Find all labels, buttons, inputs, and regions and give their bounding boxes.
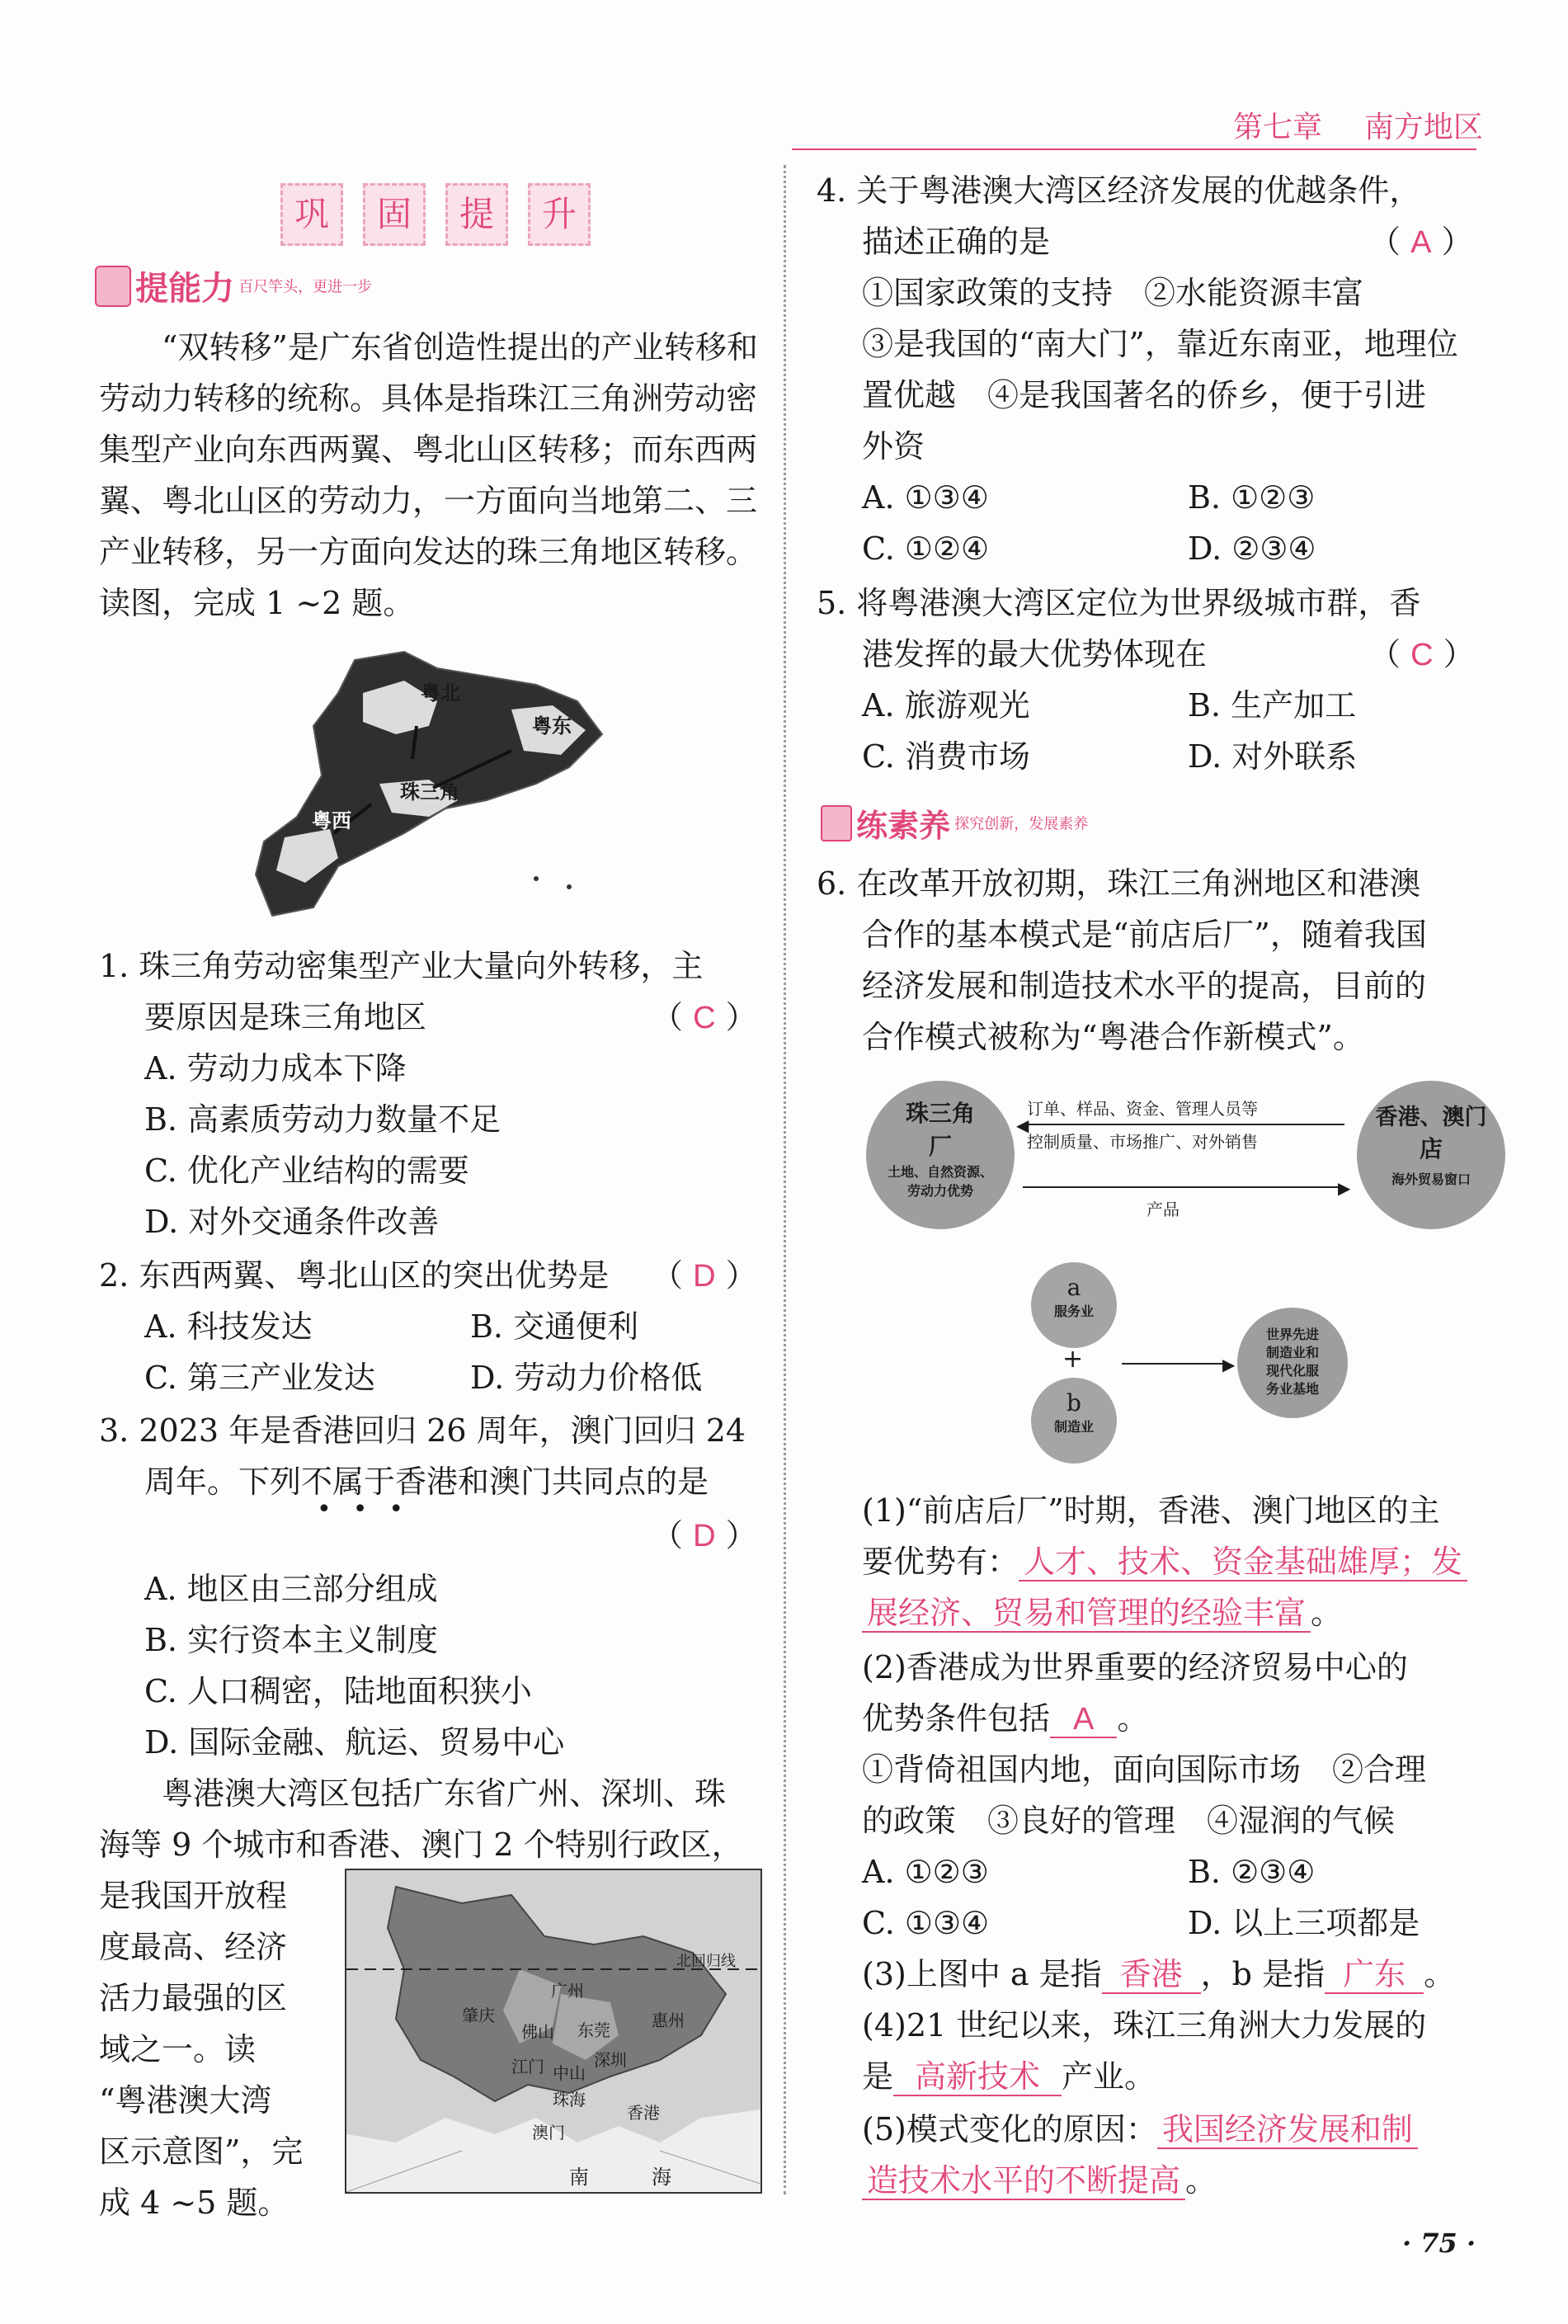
- q2-option: B. 交通便利: [470, 1308, 639, 1345]
- arrow-right: [1023, 1186, 1344, 1188]
- map-label: 粤西: [312, 809, 351, 832]
- circle-note: 劳动力优势: [906, 1183, 973, 1199]
- badge-ability: [95, 262, 372, 309]
- result-line: 世界先进: [1265, 1327, 1319, 1342]
- column-divider: [784, 165, 786, 2194]
- q4-answer: （ A ）: [1369, 224, 1473, 260]
- q2-option: A. 科技发达: [144, 1308, 313, 1345]
- sub5-prefix: (5)模式变化的原因：: [862, 2111, 1157, 2147]
- side-line: 度最高、经济: [99, 1929, 288, 1965]
- answer-letter: D: [693, 1259, 716, 1294]
- q1-stem: 要原因是珠三角地区: [144, 999, 427, 1035]
- title-char: 巩: [280, 183, 343, 246]
- map-label: 肇庆: [462, 2006, 495, 2025]
- map-label: 广州: [551, 1981, 584, 2001]
- pearl-delta-circle: [866, 1081, 1015, 1229]
- intro2-side: [99, 1870, 322, 2228]
- q1-option: C. 优化产业结构的需要: [144, 1153, 469, 1189]
- section-title: [280, 183, 610, 246]
- sub1-line: (1)“前店后厂”时期，香港、澳门地区的主: [862, 1492, 1440, 1529]
- sub2-option: C. ①③④: [862, 1905, 990, 1941]
- circle-note: 海外贸易窗口: [1391, 1171, 1471, 1187]
- q6-stem: 6. 在改革开放初期，珠江三角洲地区和港澳: [817, 865, 1421, 902]
- sub3-end: 。: [1424, 1956, 1456, 1992]
- q4-item: ①国家政策的支持 ②水能资源丰富: [862, 275, 1364, 311]
- q3-option: A. 地区由三部分组成: [144, 1571, 438, 1607]
- circle-title: 珠三角: [905, 1100, 975, 1127]
- sub2-option: D. 以上三项都是: [1188, 1905, 1420, 1941]
- circle-note: 服务业: [1053, 1303, 1094, 1319]
- q5-option: D. 对外联系: [1188, 738, 1358, 775]
- badge-slogan: 百尺竿头，更进一步: [238, 278, 373, 296]
- map-label: 深圳: [594, 2050, 627, 2070]
- map-label: 香港: [627, 2103, 660, 2123]
- q5-option: B. 生产加工: [1188, 687, 1357, 724]
- side-line: “粤港澳大湾: [99, 2082, 272, 2119]
- flag-icon: [95, 266, 131, 307]
- emphasis-dots: •••: [317, 1495, 426, 1524]
- circle-note: 土地、自然资源、: [887, 1164, 993, 1180]
- sub1-answer: 展经济、贸易和管理的经验丰富: [862, 1595, 1311, 1633]
- arrow-text: 控制质量、市场推广、对外销售: [1027, 1132, 1258, 1152]
- sub2-line: (2)香港成为世界重要的经济贸易中心的: [862, 1649, 1408, 1685]
- q6-stem: 合作的基本模式是“前店后厂”，随着我国: [862, 917, 1427, 953]
- sub5-answer: 我国经济发展和制: [1157, 2111, 1418, 2149]
- title-char: 固: [363, 183, 426, 246]
- sub3-b-answer: 广东: [1325, 1956, 1424, 1994]
- sub4-end: 产业。: [1062, 2058, 1156, 2095]
- badge-title: 练素养: [856, 808, 951, 844]
- q6-stem: 经济发展和制造技术水平的提高，目前的: [862, 968, 1427, 1004]
- q1-option: D. 对外交通条件改善: [144, 1204, 440, 1240]
- sub2-item: ①背倚祖国内地，面向国际市场 ②合理: [862, 1751, 1427, 1788]
- map-label: 海: [652, 2166, 671, 2189]
- circle-b: [1031, 1378, 1117, 1464]
- answer-letter: C: [693, 1001, 716, 1035]
- q3-option: D. 国际金融、航运、贸易中心: [144, 1724, 565, 1761]
- circle-note: 制造业: [1053, 1419, 1094, 1435]
- q3-stem: 周年。下列不属于香港和澳门共同点的是: [144, 1464, 709, 1500]
- badge-slogan: 探究创新，发展素养: [954, 815, 1089, 833]
- sub2-prefix: 优势条件包括: [862, 1700, 1051, 1737]
- q2-option: C. 第三产业发达: [144, 1360, 375, 1396]
- sub1-line: [862, 1587, 1342, 1638]
- q5-option: A. 旅游观光: [862, 687, 1030, 724]
- q1-option: B. 高素质劳动力数量不足: [144, 1101, 501, 1138]
- arrow-head-right-icon: ▶: [1222, 1355, 1236, 1374]
- map-label: 江门: [511, 2057, 544, 2077]
- chapter-header: [1233, 104, 1483, 146]
- chapter-label: 第七章: [1233, 111, 1323, 144]
- q4-stem: 4. 关于粤港澳大湾区经济发展的优越条件，: [817, 172, 1421, 209]
- badge-title: 提能力: [135, 270, 235, 308]
- q4-option: B. ①②③: [1188, 479, 1316, 516]
- intro-paragraph: “双转移”是广东省创造性提出的产业转移和劳动力转移的统称。具体是指珠江三角洲劳动密集型产业向东西两翼、粤北山区转移；而东西两翼、粤北山区的劳动力，一方面向当地第二、三产业转移，另一方面向发达的珠三角地区转移。读图，完成 1 ~2 题。: [99, 329, 758, 621]
- side-line: 区示意图”，完: [99, 2133, 304, 2170]
- sub4-answer: 高新技术: [893, 2058, 1062, 2096]
- q1-stem: 1. 珠三角劳动密集型产业大量向外转移，主: [99, 948, 704, 984]
- sub3-prefix: (3)上图中 a 是指: [862, 1956, 1102, 1992]
- cooperation-diagram-new: [1031, 1262, 1344, 1477]
- map-label: 南: [569, 2166, 589, 2189]
- q4-item: 置优越 ④是我国著名的侨乡，便于引进: [862, 377, 1427, 413]
- arrow-text: 订单、样品、资金、管理人员等: [1027, 1099, 1258, 1119]
- circle-sub: 厂: [928, 1133, 952, 1160]
- circle-letter: a: [1067, 1274, 1081, 1301]
- q6-stem: 合作模式被称为“粤港合作新模式”。: [862, 1019, 1364, 1055]
- q3-option: B. 实行资本主义制度: [144, 1622, 439, 1658]
- map-label: 粤北: [421, 681, 460, 705]
- sub3-line: [862, 1949, 1455, 2000]
- result-line: 务业基地: [1265, 1381, 1319, 1397]
- sub2-option: A. ①②③: [862, 1854, 989, 1890]
- map-label: 澳门: [532, 2123, 565, 2143]
- guangdong-map: [239, 643, 619, 924]
- q4-item: ③是我国的“南大门”，靠近东南亚，地理位: [862, 326, 1458, 362]
- page-number: · 75 ·: [1402, 2227, 1476, 2259]
- map-label: 珠三角: [400, 780, 459, 804]
- q3-option: C. 人口稠密，陆地面积狭小: [144, 1673, 532, 1709]
- title-char: 提: [445, 183, 508, 246]
- circle-a: [1031, 1262, 1117, 1348]
- sub5-line: [862, 2155, 1217, 2206]
- sub2-line: [862, 1693, 1148, 1745]
- header-rule: [792, 148, 1476, 150]
- sub2-option: B. ②③④: [1188, 1854, 1316, 1890]
- map-label: 粤东: [532, 714, 572, 738]
- map-label: 佛山: [521, 2022, 554, 2042]
- sub5-end: 。: [1185, 2162, 1217, 2199]
- q4-item: 外资: [862, 428, 925, 464]
- map-label: 北回归线: [676, 1953, 736, 1970]
- q4-option: A. ①③④: [862, 479, 989, 516]
- arrow-left: [1023, 1124, 1344, 1125]
- sub5-line: [862, 2104, 1418, 2155]
- sub1-line: [862, 1536, 1467, 1587]
- badge-literacy: [821, 800, 1088, 846]
- q2-stem: 2. 东西两翼、粤北山区的突出优势是: [99, 1257, 610, 1294]
- side-line: 域之一。读: [99, 2031, 257, 2067]
- q4-stem: 描述正确的是: [862, 224, 1051, 260]
- intro2-line: 粤港澳大湾区包括广东省广州、深圳、珠: [162, 1775, 727, 1812]
- side-line: 活力最强的区: [99, 1980, 288, 2016]
- sub2-end: 。: [1117, 1700, 1149, 1737]
- sub1-end: 。: [1311, 1595, 1343, 1631]
- map-label: 东莞: [577, 2020, 610, 2040]
- sub4-line: [862, 2051, 1156, 2102]
- result-line: 现代化服: [1265, 1363, 1319, 1379]
- side-line: 成 4 ~5 题。: [99, 2185, 290, 2221]
- q5-answer: （ C ）: [1369, 636, 1475, 672]
- arrow-line: [1122, 1363, 1229, 1365]
- intro2-line: 海等 9 个城市和香港、澳门 2 个特别行政区，: [99, 1827, 743, 1863]
- q5-option: C. 消费市场: [862, 738, 1030, 775]
- q1-answer: （ C ）: [652, 999, 757, 1035]
- map-label: 中山: [553, 2063, 586, 2083]
- q2-option: D. 劳动力价格低: [470, 1360, 703, 1396]
- sub1-answer: 人才、技术、资金基础雄厚；发: [1019, 1544, 1467, 1582]
- q2-answer: （ D ）: [652, 1257, 757, 1294]
- sub2-answer: A: [1050, 1702, 1117, 1738]
- side-line: 是我国开放程: [99, 1878, 288, 1914]
- sub1-prefix: 要优势有：: [862, 1544, 1019, 1580]
- arrow-head-right-icon: ▶: [1338, 1178, 1351, 1198]
- q5-stem: 5. 将粤港澳大湾区定位为世界级城市群，香: [817, 585, 1421, 621]
- sub5-answer: 造技术水平的不断提高: [862, 2162, 1185, 2200]
- q4-option: D. ②③④: [1188, 530, 1316, 567]
- result-line: 制造业和: [1265, 1345, 1319, 1360]
- answer-letter: D: [693, 1519, 716, 1553]
- sub3-mid: ，b 是指: [1200, 1956, 1326, 1992]
- answer-letter: C: [1410, 638, 1434, 672]
- plus-sign: +: [1062, 1345, 1084, 1374]
- cooperation-diagram-old: [866, 1081, 1509, 1237]
- map-label: 珠海: [553, 2090, 586, 2110]
- section-label: 南方地区: [1363, 111, 1483, 144]
- circle-title: 香港、澳门: [1375, 1105, 1487, 1130]
- q5-stem: 港发挥的最大优势体现在: [862, 636, 1208, 672]
- sub4-line: (4)21 世纪以来，珠江三角洲大力发展的: [862, 2007, 1427, 2044]
- arrow-text: 产品: [1147, 1200, 1180, 1219]
- q3-stem: 3. 2023 年是香港回归 26 周年，澳门回归 24: [99, 1412, 746, 1449]
- q3-answer: （ D ）: [652, 1517, 757, 1553]
- sub2-item: 的政策 ③良好的管理 ④湿润的气候: [862, 1803, 1396, 1839]
- answer-letter: A: [1410, 225, 1432, 260]
- q1-option: A. 劳动力成本下降: [144, 1050, 407, 1087]
- bay-area-map: [345, 1869, 762, 2194]
- map-label: 惠州: [652, 2011, 685, 2030]
- sub4-prefix: 是: [862, 2058, 894, 2095]
- flag-icon: [821, 805, 852, 841]
- sub3-a-answer: 香港: [1102, 1956, 1201, 1994]
- circle-sub: 店: [1419, 1135, 1443, 1162]
- hk-macao-circle: [1357, 1081, 1505, 1229]
- result-circle: [1237, 1308, 1348, 1418]
- title-char: 升: [528, 183, 591, 246]
- circle-letter: b: [1067, 1389, 1081, 1417]
- arrow-head-left-icon: ◀: [1016, 1115, 1029, 1135]
- q4-option: C. ①②④: [862, 530, 990, 567]
